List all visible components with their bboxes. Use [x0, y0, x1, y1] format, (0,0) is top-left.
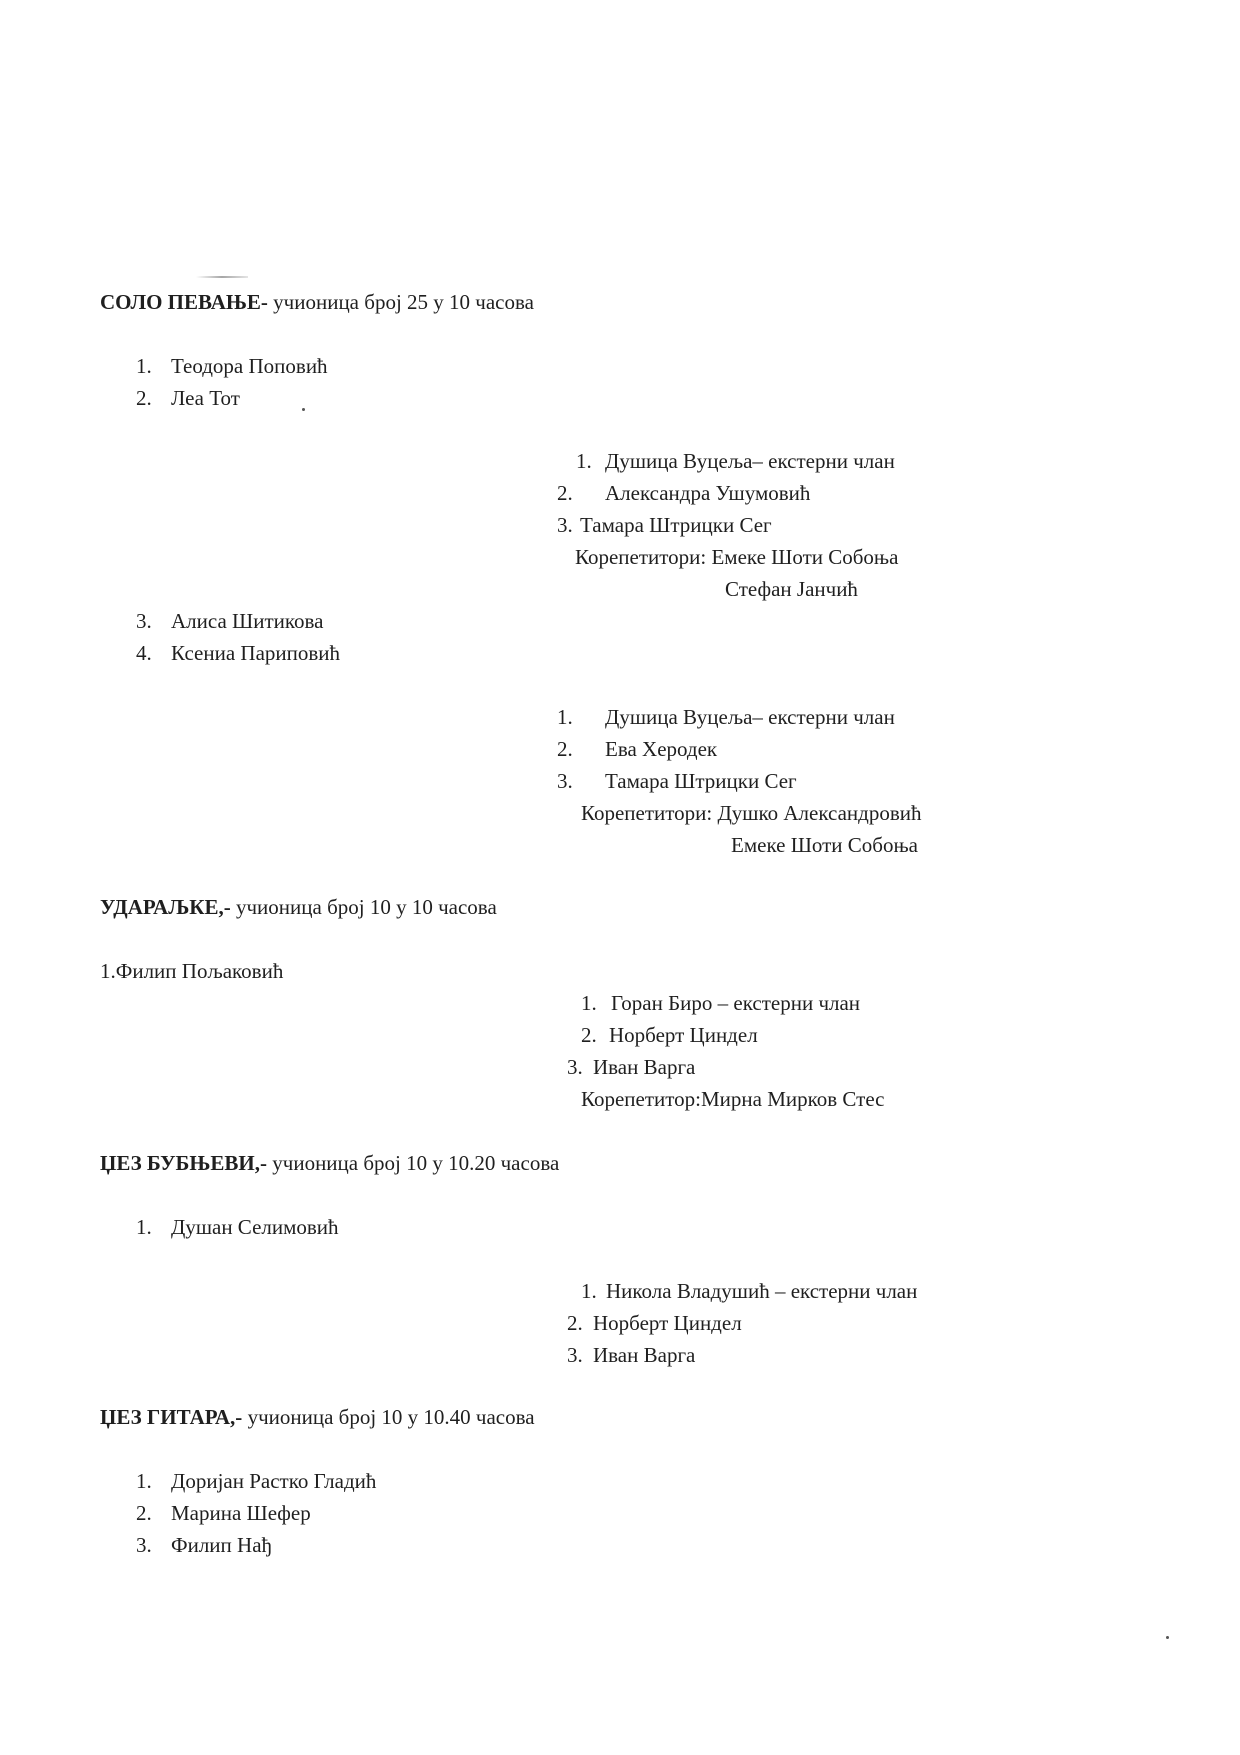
accompanist-line: Корепетитор:Мирна Мирков Стес [581, 1087, 885, 1111]
section-title: УДАРАЉКЕ,- [100, 895, 231, 919]
jury-item: 2. Александра Ушумовић [557, 481, 811, 505]
jury-item: 2. Норберт Циндел [567, 1311, 742, 1335]
student-item: 4. Ксениа Париповић [136, 641, 341, 665]
jury-item: 3. Иван Варга [567, 1343, 696, 1367]
section-heading-solo-singing [100, 292, 534, 313]
scan-artifact-mark [196, 276, 248, 278]
section-heading-jazz-guitar [100, 1407, 535, 1428]
section-title: ЏЕЗ БУБЊЕВИ,- [100, 1151, 268, 1175]
scan-speck [302, 408, 305, 411]
accompanists-line: Корепетитори: Душко Александровић [581, 801, 922, 825]
student-item: 3. Алиса Шитикова [136, 609, 324, 633]
jury-item: 3. Иван Варга [567, 1055, 696, 1079]
jury-item: 1. Душица Вуцеља– екстерни члан [576, 449, 895, 473]
section-title: ЏЕЗ ГИТАРА,- [100, 1405, 243, 1429]
jury-item: 1. Горан Биро – екстерни члан [581, 991, 861, 1015]
accompanists-line: Корепетитори: Емеке Шоти Собоња [575, 545, 899, 569]
student-item: 3. Филип Нађ [136, 1533, 272, 1557]
jury-item: 2. Ева Херодек [557, 737, 718, 761]
student-item: 1. Душан Селимовић [136, 1215, 339, 1239]
student-item: 1. Доријан Растко Гладић [136, 1469, 377, 1493]
student-item: 1.Филип Пољаковић [100, 959, 284, 983]
accompanist-name: Стефан Јанчић [725, 577, 858, 601]
student-item: 2. Леа Тот [136, 386, 240, 410]
jury-item: 1. Никола Владушић – екстерни члан [581, 1279, 918, 1303]
jury-item: 3. Тамара Штрицки Сег [557, 513, 772, 537]
accompanist-name: Емеке Шоти Собоња [731, 833, 918, 857]
section-title: СОЛО ПЕВАЊЕ- [100, 290, 268, 314]
section-heading-jazz-drums [100, 1153, 559, 1174]
section-details: учионица број 25 у 10 часова [267, 290, 534, 314]
scan-speck [1166, 1636, 1169, 1639]
jury-item: 3. Тамара Штрицки Сег [557, 769, 797, 793]
student-item: 1. Теодора Поповић [136, 354, 328, 378]
section-heading-percussion [100, 897, 497, 918]
section-details: учионица број 10 у 10.20 часова [267, 1151, 560, 1175]
section-details: учионица број 10 у 10.40 часова [242, 1405, 535, 1429]
section-details: учионица број 10 у 10 часова [230, 895, 497, 919]
jury-item: 1. Душица Вуцеља– екстерни члан [557, 705, 895, 729]
student-item: 2. Марина Шефер [136, 1501, 311, 1525]
jury-item: 2. Норберт Циндел [581, 1023, 758, 1047]
